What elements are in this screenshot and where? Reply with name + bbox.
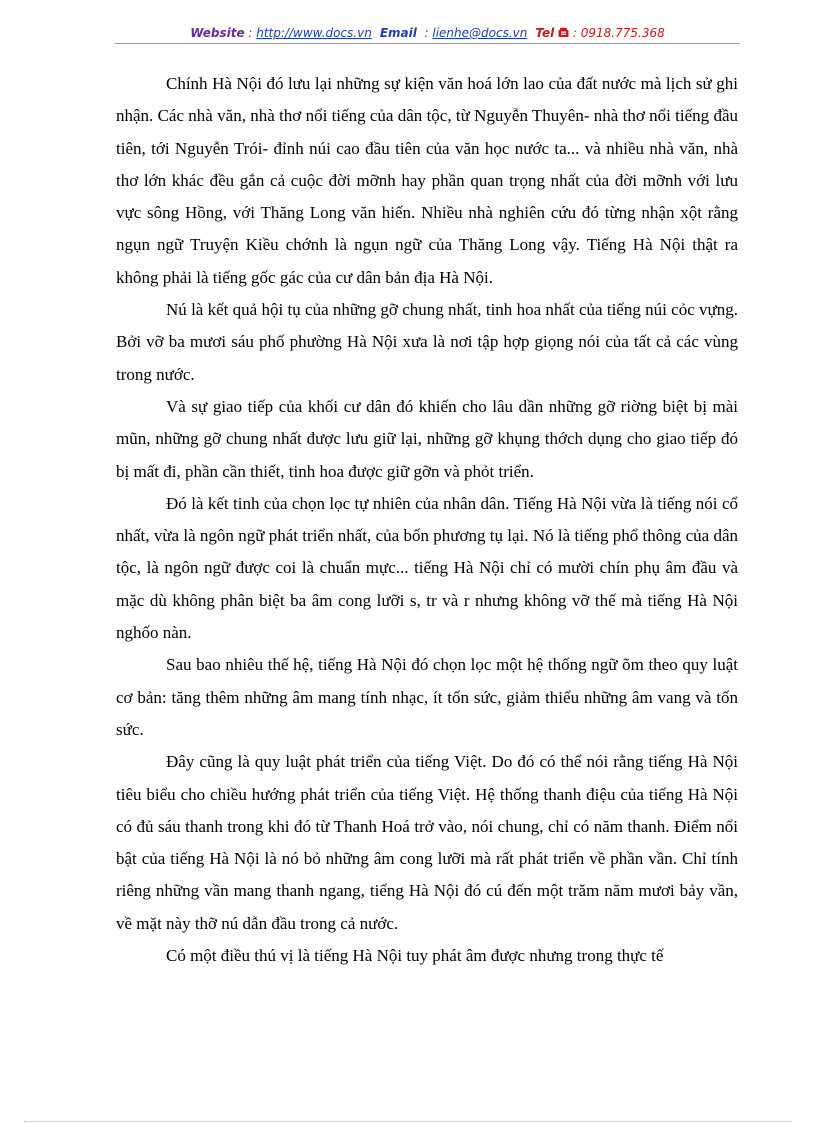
email-link[interactable]: lienhe@docs.vn xyxy=(432,26,528,40)
phone-number: 0918.775.368 xyxy=(580,26,665,40)
paragraph: Đó là kết tinh của chọn lọc tự nhiên của nhân dân. Tiếng Hà Nội vừa là tiếng nói cổ nhất, vừa là ngôn ngữ phát triển nhất, của bốn phương tụ lại. Nó là tiếng phổ thông của dân tộc, là ngôn ngữ được coi là chuẩn mực... tiếng Hà Nội chỉ có mười chín phụ âm đầu và mặc dù không phân biệt ba âm cong lưỡi s, tr và r nhưng không vỡ thế mà tiếng Hà Nội nghốo nàn. xyxy=(116,493,738,643)
page-bottom-border xyxy=(24,1121,792,1122)
paragraph: Và sự giao tiếp của khối cư dân đó khiến cho lâu dần những gỡ riờng biệt bị mài mũn, những gỡ chung nhất được lưu giữ lại, những gỡ khụng thớch dụng cho giao tiếp đó bị mất đi, phần cần thiết, tinh hoa được giữ gỡn và phỏt triển. xyxy=(116,396,738,481)
paragraph: Có một điều thú vị là tiếng Hà Nội tuy phát âm được nhưng trong thực tế xyxy=(166,946,664,966)
website-label: Website xyxy=(190,26,245,40)
document-body xyxy=(116,68,738,972)
header-divider xyxy=(115,43,740,44)
paragraph: Đây cũng là quy luật phát triển của tiếng Việt. Do đó có thể nói rằng tiếng Hà Nội tiêu biểu cho chiều hướng phát triển của tiếng Việt. Hệ thống thanh điệu của tiếng Hà Nội có đủ sáu thanh trong khi đó từ Thanh Hoá trở vào, nói chung, chỉ có năm thanh. Điểm nổi bật của tiếng Hà Nội là nó bỏ những âm cong lưỡi mà rất phát triển về phần vần. Chỉ tính riêng những vần mang thanh ngang, tiếng Hà Nội đó cú đến một trăm năm mươi bảy vần, về mặt này thỡ nú dẫn đầu trong cả nước. xyxy=(116,752,738,933)
email-label: Email xyxy=(379,26,417,40)
paragraph: Nú là kết quả hội tụ của những gỡ chung nhất, tinh hoa nhất của tiếng núi cỏc vựng. Bởi vỡ ba mươi sáu phố phường Hà Nội xưa là nơi tập hợp giọng nói của tất cả các vùng trong nước. xyxy=(116,300,738,384)
paragraph: Sau bao nhiêu thế hệ, tiếng Hà Nội đó chọn lọc một hệ thống ngữ õm theo quy luật cơ bản: tăng thêm những âm mang tính nhạc, ít tốn sức, giảm thiểu những âm vang và tốn sức. xyxy=(116,655,738,739)
page-header: Website : http://www.docs.vn Email : lienhe@docs.vn Tel : 0918.775.368 xyxy=(115,24,740,44)
website-link[interactable]: http://www.docs.vn xyxy=(256,26,372,40)
phone-icon xyxy=(558,25,569,43)
tel-label: Tel xyxy=(535,26,555,40)
paragraph: Chính Hà Nội đó lưu lại những sự kiện văn hoá lớn lao của đất nước mà lịch sử ghi nhận. Các nhà văn, nhà thơ nổi tiếng của dân tộc, từ Nguyễn Thuyên- nhà thơ nổi tiếng đầu tiên, tới Nguyễn Trói- đỉnh núi cao đầu tiên của văn học nước ta... và nhiều nhà văn, nhà thơ lớn khác đều gắn cả cuộc đời mỡnh hay phần quan trọng nhất của đời mỡnh với lưu vực sông Hồng, với Thăng Long văn hiến. Nhiều nhà nghiên cứu đó từng nhận xột rằng ngụn ngữ Truyện Kiều chớnh là ngụn ngữ của Thăng Long vậy. Tiếng Hà Nội thật ra không phải là tiếng gốc gác của cư dân bản địa Hà Nội. xyxy=(116,74,738,287)
